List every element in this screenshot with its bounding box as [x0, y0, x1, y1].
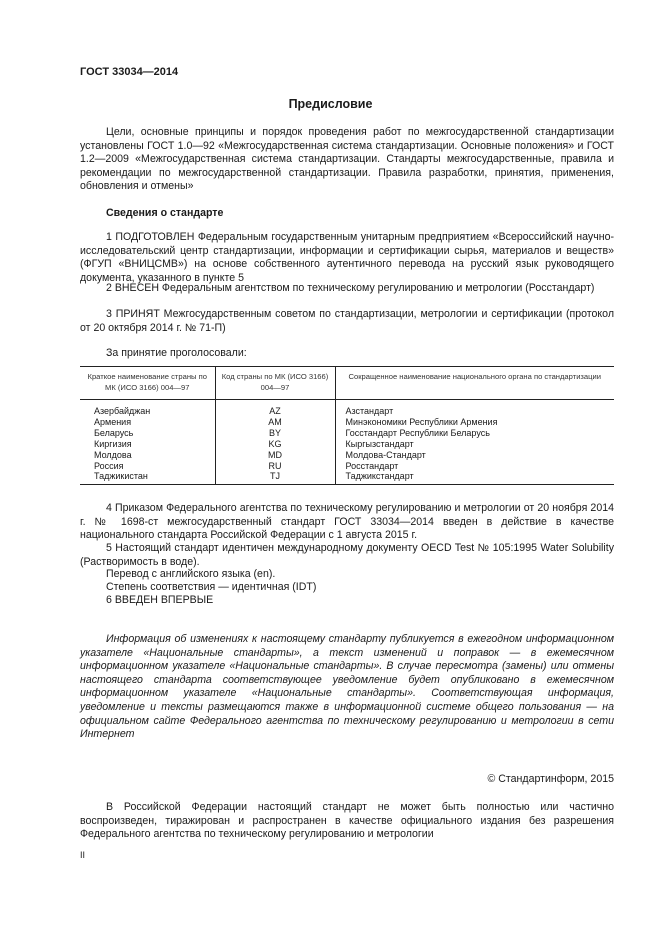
table-header-row — [80, 367, 614, 400]
country-name: Армения — [94, 416, 132, 427]
country-code: MD — [215, 450, 335, 461]
table-row — [80, 428, 614, 439]
table-row — [80, 417, 614, 428]
national-body: Госстандарт Республики Беларусь — [335, 428, 614, 439]
table-row — [80, 471, 614, 484]
copyright-line: © Стандартинформ, 2015 — [487, 773, 614, 785]
header-country-code: Код страны по МК (ИСО 3166) 004—97 — [215, 367, 335, 400]
item-identical: 5 Настоящий стандарт идентичен международному документу OECD Test № 105:1995 Water Solubility (Растворимость в воде). — [80, 542, 614, 568]
page-number: II — [80, 850, 86, 860]
country-name: Таджикистан — [80, 471, 215, 484]
national-body: Азстандарт — [335, 400, 614, 417]
country-code: AZ — [215, 400, 335, 417]
country-name: Азербайджан — [94, 406, 151, 416]
table-row — [80, 450, 614, 461]
country-code: TJ — [215, 471, 335, 484]
voting-table — [80, 366, 614, 485]
translation-note: Перевод с английского языка (en). — [106, 568, 276, 580]
country-name: Молдова — [94, 449, 132, 460]
info-note: Информация об изменениях к настоящему стандарту публикуется в ежегодном информационном указателе «Национальные стандарты», а текст изменений и поправок — в ежемесячном информационном указателе «Национальные стандарты». В случае пересмотра (замены) или отмены настоящего стандарта соответствующее уведомление будет опубликовано в ежемесячном информационном указателе «Национальные стандарты». Соответствующая информация, уведомление и тексты размещаются также в информационной системе общего пользования — на официальном сайте Федерального агентства по техническому регулированию и метрологии в сети Интернет — [80, 633, 614, 741]
national-body: Кыргызстандарт — [335, 439, 614, 450]
header-country-name: Краткое наименование страны по МК (ИСО 3166) 004—97 — [80, 367, 215, 400]
country-name: Беларусь — [94, 427, 134, 438]
intro-paragraph: Цели, основные принципы и порядок проведения работ по межгосударственной стандартизации установлены ГОСТ 1.0—92 «Межгосударственная система стандартизации. Основные положения» и ГОСТ 1.2—2009 «Межгосударственная система стандартизации. Стандарты межгосударственные, правила и рекомендации по межгосударственной стандартизации. Правила разработки, принятия, применения, обновления и отмены» — [80, 126, 614, 193]
table-row — [80, 461, 614, 472]
national-body: Таджикстандарт — [335, 471, 614, 484]
country-name: Россия — [94, 460, 124, 471]
document-header: ГОСТ 33034—2014 — [80, 66, 179, 78]
country-code: AM — [215, 417, 335, 428]
table-row — [80, 400, 614, 417]
rights-notice: В Российской Федерации настоящий стандарт не может быть полностью или частично воспроизведен, тиражирован и распространен в качестве официального издания без разрешения Федерального агентства по техническому регулированию и метрологии — [80, 801, 614, 841]
national-body: Минэкономики Республики Армения — [335, 417, 614, 428]
national-body: Росстандарт — [335, 461, 614, 472]
national-body: Молдова-Стандарт — [335, 450, 614, 461]
table-row — [80, 439, 614, 450]
item-prepared: 1 ПОДГОТОВЛЕН Федеральным государственным унитарным предприятием «Всероссийский научно-исследовательский центр стандартизации, информации и сертификации сырья, материалов и веществ» (ФГУП «ВНИЦСМВ») на основе собственного аутентичного перевода на русский язык руководящего документа, указанного в пункте 5 — [80, 231, 614, 284]
header-national-body: Сокращенное наименование национального органа по стандартизации — [335, 367, 614, 400]
item-order: 4 Приказом Федерального агентства по техническому регулированию и метрологии от 20 ноября 2014 г. № 1698-ст межгосударственный стандарт ГОСТ 33034—2014 введен в действие в качестве национального стандарта Российской Федерации с 1 августа 2015 г. — [80, 502, 614, 542]
country-name: Киргизия — [94, 438, 132, 449]
item-first-time: 6 ВВЕДЕН ВПЕРВЫЕ — [106, 594, 214, 606]
degree-note: Степень соответствия — идентичная (IDT) — [106, 581, 317, 593]
section-heading: Сведения о стандарте — [106, 207, 224, 219]
voted-label: За принятие проголосовали: — [106, 347, 247, 359]
country-code: KG — [215, 439, 335, 450]
item-adopted: 3 ПРИНЯТ Межгосударственным советом по стандартизации, метрологии и сертификации (протокол от 20 октября 2014 г. № 71-П) — [80, 308, 614, 334]
country-code: BY — [215, 428, 335, 439]
country-code: RU — [215, 461, 335, 472]
item-introduced: 2 ВНЕСЕН Федеральным агентством по техническому регулированию и метрологии (Росстандарт) — [106, 282, 595, 294]
page-title: Предисловие — [288, 97, 373, 111]
